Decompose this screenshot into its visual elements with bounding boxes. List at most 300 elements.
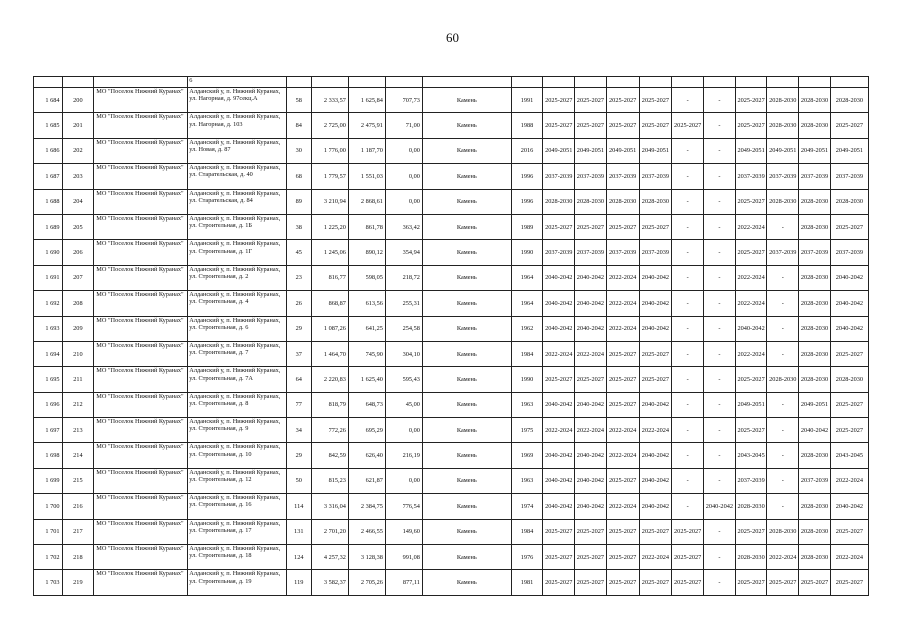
- address: Алданский у, п. Нижний Куранах, ул. Строительная, д. 16: [188, 494, 286, 519]
- page-number: 60: [446, 30, 459, 45]
- living-area: 613,56: [348, 291, 385, 316]
- address: Алданский у, п. Нижний Куранах, ул. Строительная, д. 7: [188, 341, 286, 366]
- build-year: 1964: [511, 265, 543, 290]
- municipality: МО "Поселок Нижний Куранах": [94, 113, 188, 138]
- total-area: 842,59: [311, 443, 348, 468]
- row-number: 1 699: [34, 468, 63, 493]
- period: 2022-2024: [606, 443, 639, 468]
- table-row: [34, 316, 869, 341]
- period: -: [672, 214, 704, 239]
- period: -: [672, 443, 704, 468]
- period: 2037-2039: [639, 164, 672, 189]
- period: 2025-2027: [639, 341, 672, 366]
- period: 2025-2027: [606, 88, 639, 113]
- period: -: [767, 265, 799, 290]
- period: 2025-2027: [543, 519, 575, 544]
- period: 2040-2042: [639, 316, 672, 341]
- period: 2022-2024: [575, 341, 607, 366]
- build-year: 1976: [511, 545, 543, 570]
- period: 2025-2027: [672, 519, 704, 544]
- wall-material: Камень: [422, 113, 511, 138]
- period: 2040-2042: [575, 443, 607, 468]
- row-number: 1 693: [34, 316, 63, 341]
- period: 2049-2051: [767, 138, 799, 163]
- period: 2037-2039: [767, 164, 799, 189]
- row-id: 202: [62, 138, 94, 163]
- period: 2037-2039: [799, 240, 831, 265]
- table-row: [34, 468, 869, 493]
- table-row: [34, 113, 869, 138]
- nonliving-area: 0,00: [385, 189, 422, 214]
- wall-material: Камень: [422, 240, 511, 265]
- period: -: [704, 291, 736, 316]
- nonliving-area: 877,11: [385, 570, 422, 595]
- period: 2028-2030: [767, 113, 799, 138]
- period: -: [704, 468, 736, 493]
- build-year: 1990: [511, 240, 543, 265]
- period: 2043-2045: [735, 443, 767, 468]
- period: 2043-2045: [830, 443, 868, 468]
- nonliving-area: 776,54: [385, 494, 422, 519]
- wall-material: Камень: [422, 316, 511, 341]
- period: 2025-2027: [606, 341, 639, 366]
- period: 2022-2024: [735, 265, 767, 290]
- period: -: [704, 189, 736, 214]
- row-id: 219: [62, 570, 94, 595]
- period: -: [704, 113, 736, 138]
- period: 2028-2030: [767, 189, 799, 214]
- wall-material: Камень: [422, 392, 511, 417]
- total-area: 2 725,00: [311, 113, 348, 138]
- period: 2040-2042: [543, 265, 575, 290]
- wall-material: Камень: [422, 545, 511, 570]
- period: 2028-2030: [799, 316, 831, 341]
- period: 2040-2042: [639, 443, 672, 468]
- period: 2040-2042: [575, 468, 607, 493]
- living-area: 621,87: [348, 468, 385, 493]
- period: -: [672, 164, 704, 189]
- municipality: МО "Поселок Нижний Куранах": [94, 265, 188, 290]
- residents: 64: [286, 367, 311, 392]
- table-row: [34, 367, 869, 392]
- period: 2040-2042: [543, 494, 575, 519]
- residents: 45: [286, 240, 311, 265]
- period: 2025-2027: [606, 367, 639, 392]
- address: Алданский у, п. Нижний Куранах, ул. Строительная, д. 1Г: [188, 240, 286, 265]
- period: 2037-2039: [639, 240, 672, 265]
- address: Алданский у, п. Нижний Куранах, ул. Строительная, д. 4: [188, 291, 286, 316]
- table-row: [34, 189, 869, 214]
- nonliving-area: 354,94: [385, 240, 422, 265]
- address: Алданский у, п. Нижний Куранах, ул. Строительная, д. 18: [188, 545, 286, 570]
- row-number: 1 702: [34, 545, 63, 570]
- period: 2040-2042: [639, 392, 672, 417]
- period: -: [672, 392, 704, 417]
- period: 2040-2042: [575, 291, 607, 316]
- municipality: МО "Поселок Нижний Куранах": [94, 545, 188, 570]
- address: Алданский у, п. Нижний Куранах, ул. Старательская, д. 40: [188, 164, 286, 189]
- nonliving-area: 254,58: [385, 316, 422, 341]
- period: 2049-2051: [543, 138, 575, 163]
- municipality: МО "Поселок Нижний Куранах": [94, 138, 188, 163]
- period: -: [704, 392, 736, 417]
- residents: 58: [286, 88, 311, 113]
- table-row: [34, 341, 869, 366]
- period: 2040-2042: [543, 468, 575, 493]
- period: 2025-2027: [735, 88, 767, 113]
- period: 2040-2042: [543, 291, 575, 316]
- period: -: [672, 418, 704, 443]
- period: 2049-2051: [575, 138, 607, 163]
- housing-table: [33, 76, 869, 596]
- period: 2040-2042: [830, 316, 868, 341]
- table-row: [34, 164, 869, 189]
- residents: 68: [286, 164, 311, 189]
- period: 2028-2030: [799, 291, 831, 316]
- period: -: [767, 494, 799, 519]
- municipality: МО "Поселок Нижний Куранах": [94, 189, 188, 214]
- municipality: МО "Поселок Нижний Куранах": [94, 519, 188, 544]
- municipality: МО "Поселок Нижний Куранах": [94, 240, 188, 265]
- period: 2040-2042: [735, 316, 767, 341]
- period: 2028-2030: [799, 341, 831, 366]
- period: 2025-2027: [735, 240, 767, 265]
- row-number: 1 692: [34, 291, 63, 316]
- table-row: [34, 418, 869, 443]
- build-year: 1969: [511, 443, 543, 468]
- nonliving-area: 216,19: [385, 443, 422, 468]
- nonliving-area: 45,00: [385, 392, 422, 417]
- residents: 50: [286, 468, 311, 493]
- total-area: 868,87: [311, 291, 348, 316]
- residents: 29: [286, 316, 311, 341]
- period: -: [767, 341, 799, 366]
- total-area: 772,26: [311, 418, 348, 443]
- period: 2028-2030: [767, 519, 799, 544]
- period: 2040-2042: [799, 418, 831, 443]
- row-id: 212: [62, 392, 94, 417]
- period: -: [672, 265, 704, 290]
- period: -: [704, 164, 736, 189]
- period: 2025-2027: [672, 570, 704, 595]
- row-number: 1 700: [34, 494, 63, 519]
- living-area: 598,05: [348, 265, 385, 290]
- period: 2049-2051: [639, 138, 672, 163]
- period: -: [767, 316, 799, 341]
- period: -: [672, 138, 704, 163]
- period: 2040-2042: [575, 494, 607, 519]
- table-row: [34, 291, 869, 316]
- period: 2040-2042: [704, 494, 736, 519]
- period: 2037-2039: [606, 240, 639, 265]
- period: -: [672, 316, 704, 341]
- period: 2028-2030: [799, 265, 831, 290]
- nonliving-area: 0,00: [385, 418, 422, 443]
- wall-material: Камень: [422, 570, 511, 595]
- period: 2037-2039: [543, 164, 575, 189]
- period: 2040-2042: [639, 494, 672, 519]
- period: 2025-2027: [606, 570, 639, 595]
- period: -: [704, 545, 736, 570]
- period: 2025-2027: [543, 113, 575, 138]
- wall-material: Камень: [422, 189, 511, 214]
- municipality: МО "Поселок Нижний Куранах": [94, 316, 188, 341]
- period: -: [704, 418, 736, 443]
- municipality: МО "Поселок Нижний Куранах": [94, 291, 188, 316]
- living-area: 2 868,61: [348, 189, 385, 214]
- period: 2040-2042: [543, 443, 575, 468]
- period: 2037-2039: [830, 164, 868, 189]
- period: 2028-2030: [830, 189, 868, 214]
- row-id: 206: [62, 240, 94, 265]
- wall-material: Камень: [422, 214, 511, 239]
- period: 2025-2027: [672, 113, 704, 138]
- address: Алданский у, п. Нижний Куранах, ул. Строительная, д. 12: [188, 468, 286, 493]
- row-id: 208: [62, 291, 94, 316]
- period: -: [704, 138, 736, 163]
- row-id: 200: [62, 88, 94, 113]
- period: 2025-2027: [543, 88, 575, 113]
- row-id: 215: [62, 468, 94, 493]
- period: 2040-2042: [575, 316, 607, 341]
- nonliving-area: 363,42: [385, 214, 422, 239]
- nonliving-area: 595,43: [385, 367, 422, 392]
- period: 2025-2027: [830, 214, 868, 239]
- period: 2025-2027: [575, 519, 607, 544]
- period: -: [704, 214, 736, 239]
- period: 2040-2042: [543, 392, 575, 417]
- municipality: МО "Поселок Нижний Куранах": [94, 468, 188, 493]
- row-number: 1 697: [34, 418, 63, 443]
- table-row: [34, 570, 869, 595]
- period: 2028-2030: [606, 189, 639, 214]
- build-year: 1996: [511, 189, 543, 214]
- period: 2025-2027: [639, 214, 672, 239]
- address: Алданский у, п. Нижний Куранах, ул. Нагорная, д. 97секц.А: [188, 88, 286, 113]
- period: 2040-2042: [639, 468, 672, 493]
- row-id: 203: [62, 164, 94, 189]
- row-number: 1 689: [34, 214, 63, 239]
- period: 2025-2027: [767, 570, 799, 595]
- address: Алданский у, п. Нижний Куранах, ул. Новая, д. 87: [188, 138, 286, 163]
- living-area: 745,90: [348, 341, 385, 366]
- period: 2022-2024: [606, 418, 639, 443]
- period: 2025-2027: [639, 367, 672, 392]
- period: -: [672, 291, 704, 316]
- table-row: [34, 443, 869, 468]
- period: 2028-2030: [735, 545, 767, 570]
- period: 2025-2027: [799, 570, 831, 595]
- residents: 26: [286, 291, 311, 316]
- period: 2025-2027: [735, 519, 767, 544]
- address: Алданский у, п. Нижний Куранах, ул. Строительная, д. 8: [188, 392, 286, 417]
- nonliving-area: 304,10: [385, 341, 422, 366]
- period: 2037-2039: [575, 240, 607, 265]
- period: -: [767, 443, 799, 468]
- total-area: 2 220,83: [311, 367, 348, 392]
- row-number: 1 687: [34, 164, 63, 189]
- period: 2049-2051: [799, 138, 831, 163]
- row-number: 1 701: [34, 519, 63, 544]
- living-area: 2 384,75: [348, 494, 385, 519]
- header-fragment-row: [34, 77, 869, 88]
- total-area: 2 701,20: [311, 519, 348, 544]
- residents: 114: [286, 494, 311, 519]
- total-area: 1 245,06: [311, 240, 348, 265]
- period: 2049-2051: [606, 138, 639, 163]
- municipality: МО "Поселок Нижний Куранах": [94, 392, 188, 417]
- living-area: 695,29: [348, 418, 385, 443]
- period: 2025-2027: [543, 545, 575, 570]
- residents: 77: [286, 392, 311, 417]
- address: Алданский у, п. Нижний Куранах, ул. Строительная, д. 2: [188, 265, 286, 290]
- living-area: 1 187,70: [348, 138, 385, 163]
- row-id: 210: [62, 341, 94, 366]
- municipality: МО "Поселок Нижний Куранах": [94, 418, 188, 443]
- address: Алданский у, п. Нижний Куранах, ул. Старательская, д. 84: [188, 189, 286, 214]
- period: 2025-2027: [830, 113, 868, 138]
- address: Алданский у, п. Нижний Куранах, ул. Строительная, д. 17: [188, 519, 286, 544]
- living-area: 1 625,84: [348, 88, 385, 113]
- total-area: 1 087,26: [311, 316, 348, 341]
- municipality: МО "Поселок Нижний Куранах": [94, 88, 188, 113]
- row-id: 217: [62, 519, 94, 544]
- total-area: 2 333,57: [311, 88, 348, 113]
- total-area: 1 225,20: [311, 214, 348, 239]
- build-year: 1989: [511, 214, 543, 239]
- period: 2049-2051: [799, 392, 831, 417]
- build-year: 1990: [511, 367, 543, 392]
- period: 2022-2024: [606, 265, 639, 290]
- period: 2025-2027: [830, 392, 868, 417]
- period: 2037-2039: [767, 240, 799, 265]
- period: 2022-2024: [543, 418, 575, 443]
- table-row: [34, 392, 869, 417]
- row-id: 213: [62, 418, 94, 443]
- period: 2040-2042: [639, 291, 672, 316]
- period: 2037-2039: [575, 164, 607, 189]
- address: Алданский у, п. Нижний Куранах, ул. Нагорная, д. 103: [188, 113, 286, 138]
- wall-material: Камень: [422, 443, 511, 468]
- address: Алданский у, п. Нижний Куранах, ул. Строительная, д. 7А: [188, 367, 286, 392]
- period: 2049-2051: [830, 138, 868, 163]
- period: 2028-2030: [799, 443, 831, 468]
- period: 2025-2027: [575, 367, 607, 392]
- period: 2028-2030: [767, 88, 799, 113]
- residents: 37: [286, 341, 311, 366]
- period: 2028-2030: [543, 189, 575, 214]
- period: -: [704, 341, 736, 366]
- total-area: 815,23: [311, 468, 348, 493]
- row-id: 214: [62, 443, 94, 468]
- nonliving-area: 0,00: [385, 468, 422, 493]
- period: 2037-2039: [735, 164, 767, 189]
- period: 2028-2030: [799, 113, 831, 138]
- municipality: МО "Поселок Нижний Куранах": [94, 367, 188, 392]
- municipality: МО "Поселок Нижний Куранах": [94, 443, 188, 468]
- period: 2025-2027: [575, 214, 607, 239]
- wall-material: Камень: [422, 468, 511, 493]
- period: 2028-2030: [799, 367, 831, 392]
- period: 2022-2024: [606, 291, 639, 316]
- period: 2040-2042: [575, 265, 607, 290]
- address: Алданский у, п. Нижний Куранах, ул. Строительная, д. 10: [188, 443, 286, 468]
- period: 2028-2030: [830, 367, 868, 392]
- period: -: [704, 316, 736, 341]
- period: 2022-2024: [606, 494, 639, 519]
- period: 2025-2027: [543, 570, 575, 595]
- period: -: [767, 392, 799, 417]
- nonliving-area: 71,00: [385, 113, 422, 138]
- period: -: [704, 240, 736, 265]
- period: 2025-2027: [639, 113, 672, 138]
- living-area: 2 705,26: [348, 570, 385, 595]
- build-year: 1963: [511, 392, 543, 417]
- period: 2025-2027: [543, 214, 575, 239]
- period: -: [672, 88, 704, 113]
- period: 2025-2027: [639, 570, 672, 595]
- row-number: 1 685: [34, 113, 63, 138]
- period: -: [704, 570, 736, 595]
- table-row: [34, 545, 869, 570]
- build-year: 1988: [511, 113, 543, 138]
- row-number: 1 690: [34, 240, 63, 265]
- period: -: [672, 341, 704, 366]
- living-area: 1 551,03: [348, 164, 385, 189]
- residents: 124: [286, 545, 311, 570]
- residents: 29: [286, 443, 311, 468]
- period: -: [704, 443, 736, 468]
- period: -: [704, 367, 736, 392]
- period: 2022-2024: [830, 545, 868, 570]
- header-fragment: 6: [188, 77, 286, 88]
- period: 2025-2027: [543, 367, 575, 392]
- wall-material: Камень: [422, 291, 511, 316]
- row-id: 218: [62, 545, 94, 570]
- row-number: 1 684: [34, 88, 63, 113]
- period: 2028-2030: [799, 519, 831, 544]
- period: 2025-2027: [735, 367, 767, 392]
- build-year: 1996: [511, 164, 543, 189]
- period: 2028-2030: [639, 189, 672, 214]
- wall-material: Камень: [422, 418, 511, 443]
- wall-material: Камень: [422, 138, 511, 163]
- row-id: 207: [62, 265, 94, 290]
- row-number: 1 696: [34, 392, 63, 417]
- build-year: 1963: [511, 468, 543, 493]
- period: 2025-2027: [830, 341, 868, 366]
- row-id: 216: [62, 494, 94, 519]
- period: 2025-2027: [606, 519, 639, 544]
- living-area: 861,78: [348, 214, 385, 239]
- period: 2040-2042: [543, 316, 575, 341]
- address: Алданский у, п. Нижний Куранах, ул. Строительная, д. 19: [188, 570, 286, 595]
- total-area: 1 776,00: [311, 138, 348, 163]
- municipality: МО "Поселок Нижний Куранах": [94, 214, 188, 239]
- period: 2025-2027: [606, 468, 639, 493]
- wall-material: Камень: [422, 341, 511, 366]
- wall-material: Камень: [422, 164, 511, 189]
- period: 2022-2024: [735, 214, 767, 239]
- total-area: 3 316,04: [311, 494, 348, 519]
- period: 2025-2027: [830, 418, 868, 443]
- period: 2025-2027: [639, 519, 672, 544]
- period: 2028-2030: [799, 545, 831, 570]
- period: 2022-2024: [830, 468, 868, 493]
- row-id: 204: [62, 189, 94, 214]
- nonliving-area: 707,73: [385, 88, 422, 113]
- municipality: МО "Поселок Нижний Куранах": [94, 164, 188, 189]
